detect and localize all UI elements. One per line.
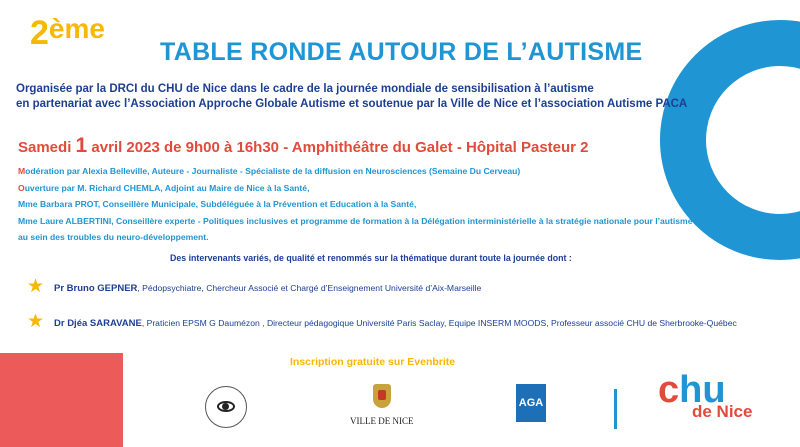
divider (614, 389, 617, 429)
eye-pupil (222, 403, 229, 410)
speaker-1 (54, 283, 481, 294)
edition-digit: 2 (30, 14, 49, 52)
speakers-intro: Des intervenants variés, de qualité et renommés sur la thématique durant toute la journée dont : (170, 253, 572, 263)
page-title: TABLE RONDE AUTOUR DE L’AUTISME (160, 38, 643, 66)
edition-number (30, 13, 105, 52)
moderators-list (18, 163, 692, 246)
event-details: avril 2023 de 9h00 à 16h30 - Amphithéâtre du Galet - Hôpital Pasteur 2 (91, 139, 589, 156)
decorative-coral-block (0, 353, 123, 447)
organizer-line-1: Organisée par la DRCI du CHU de Nice dans le cadre de la journée mondiale de sensibilisation à l’autisme (16, 83, 594, 95)
organizer-line-2: en partenariat avec l’Association Approche Globale Autisme et soutenue par la Ville de Nice et l’association Autisme PACA (16, 98, 688, 110)
star-icon: ★ (27, 276, 45, 297)
speaker-2 (54, 318, 737, 329)
edition-suffix: ème (48, 13, 105, 44)
chu-logo-hu: hu (679, 369, 726, 411)
aga-logo: AGA (516, 384, 546, 422)
speaker-2-name: Dr Djéa SARAVANE (54, 318, 142, 329)
moderation-initial: M (18, 166, 26, 176)
ville-de-nice-logo-text: VILLE DE NICE (350, 416, 414, 426)
speaker-1-desc: , Pédopsychiatre, Chercheur Associé et Chargé d’Enseignement Université d’Aix-Marseille (137, 283, 482, 293)
participant-line-5: au sein des troubles du neuro-développement. (18, 232, 209, 242)
event-date-number: 1 (75, 134, 88, 157)
participant-line-3: Mme Barbara PROT, Conseillère Municipale, Subdéléguée à la Prévention et Education à la Santé, (18, 199, 417, 209)
chu-logo-c: c (658, 369, 680, 411)
opening-line (18, 180, 692, 197)
registration-link[interactable]: Inscription gratuite sur Evenbrite (290, 356, 456, 368)
opening-initial: O (18, 182, 25, 193)
moderation-line (18, 163, 692, 180)
speaker-2-desc: , Praticien EPSM G Daumézon , Directeur pédagogique Université Paris Saclay, Equipe INSERM MOODS, Professeur associé CHU de Sherbrooke-Québec (141, 318, 737, 328)
chu-logo-subtitle: de Nice (692, 402, 753, 421)
crest-icon (373, 384, 391, 408)
organizer-text (16, 82, 687, 112)
event-date-line (18, 134, 589, 158)
event-day: Samedi (18, 139, 72, 156)
speaker-1-name: Pr Bruno GEPNER (54, 283, 138, 294)
star-icon: ★ (27, 311, 45, 332)
participant-line-4: Mme Laure ALBERTINI, Conseillère experte - Politiques inclusives et programme de formation à la Délégation interministérielle à la stratégie nationale pour l’autisme (18, 215, 693, 226)
moderation-text: odération par Alexia Belleville, Auteure - Journaliste - Spécialiste de la diffusion en Neurosciences (Semaine Du Cerveau) (25, 166, 521, 176)
autisme-paca-logo (205, 386, 247, 428)
opening-text: uverture par M. Richard CHEMLA, Adjoint au Maire de Nice à la Santé, (24, 182, 310, 193)
